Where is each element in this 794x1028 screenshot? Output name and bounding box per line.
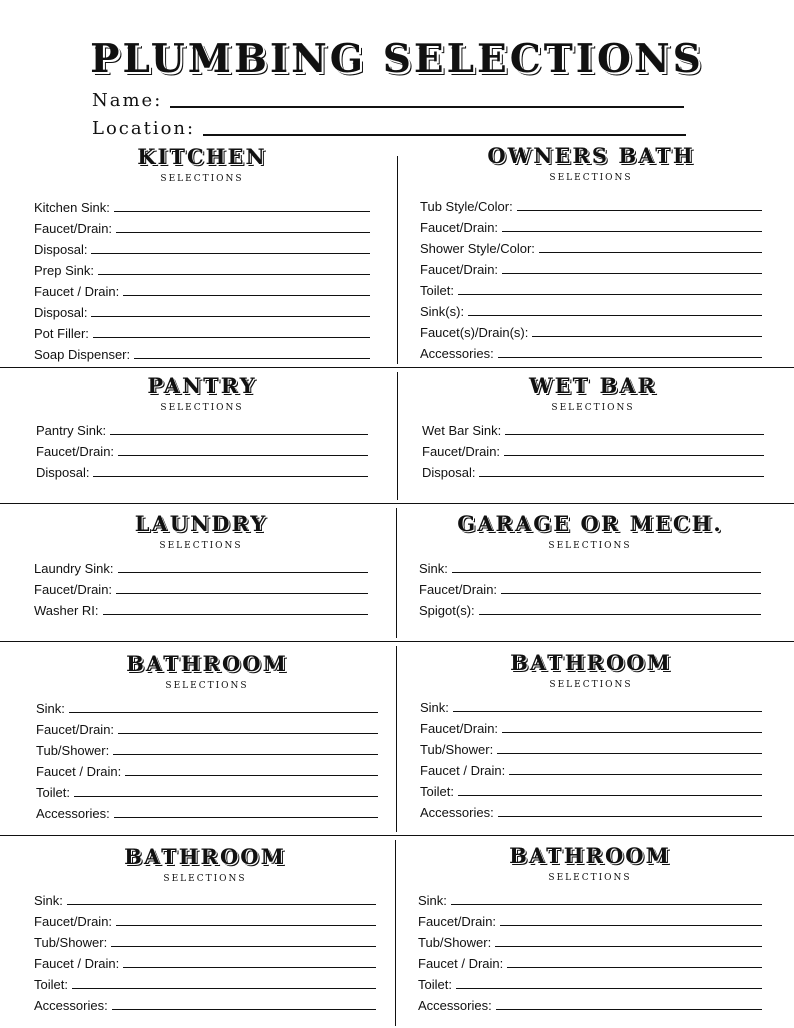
form-field[interactable] <box>420 799 762 820</box>
section-title: LAUNDRY <box>134 511 268 536</box>
field-label: Accessories: <box>420 805 494 820</box>
field-label: Tub/Shower: <box>418 935 492 950</box>
form-field[interactable] <box>420 715 762 736</box>
field-label: Faucet/Drain: <box>420 721 499 736</box>
form-field[interactable] <box>419 597 761 618</box>
field-input-line[interactable] <box>112 1009 376 1010</box>
divider-col-4 <box>396 646 397 832</box>
field-label: Accessories: <box>36 806 110 821</box>
field-label: Faucet/Drain: <box>34 582 113 597</box>
form-field[interactable] <box>34 992 376 1013</box>
section-subtitle: SELECTIONS <box>551 403 635 413</box>
field-input-line[interactable] <box>532 336 762 337</box>
form-field[interactable] <box>418 929 762 950</box>
name-input-line[interactable] <box>170 106 684 108</box>
field-label: Disposal: <box>34 242 88 257</box>
form-field[interactable] <box>36 800 378 821</box>
field-input-line[interactable] <box>479 476 764 477</box>
form-field[interactable] <box>418 950 762 971</box>
location-input-line[interactable] <box>203 134 686 136</box>
section-subtitle: SELECTIONS <box>160 174 244 184</box>
field-input-line[interactable] <box>118 572 369 573</box>
field-input-line[interactable] <box>123 967 376 968</box>
location-label: Location: <box>92 118 196 139</box>
divider-col-1 <box>397 156 398 364</box>
form-field[interactable] <box>418 992 762 1013</box>
field-label: Soap Dispenser: <box>34 347 131 362</box>
divider-col-2 <box>397 372 398 500</box>
field-label: Faucet / Drain: <box>34 284 120 299</box>
form-field[interactable] <box>34 908 376 929</box>
field-label: Faucet/Drain: <box>419 582 498 597</box>
field-list <box>34 887 376 1013</box>
form-field[interactable] <box>418 908 762 929</box>
form-field[interactable] <box>34 278 370 299</box>
field-input-line[interactable] <box>507 967 762 968</box>
field-label: Faucet/Drain: <box>36 722 115 737</box>
field-input-line[interactable] <box>509 774 762 775</box>
field-input-line[interactable] <box>502 732 762 733</box>
form-field[interactable] <box>34 215 370 236</box>
form-field[interactable] <box>420 235 762 256</box>
section-title: BATHROOM <box>509 843 671 868</box>
form-field[interactable] <box>420 214 762 235</box>
field-input-line[interactable] <box>495 946 762 947</box>
location-field[interactable] <box>92 114 686 138</box>
form-field[interactable] <box>36 695 378 716</box>
field-label: Faucet/Drain: <box>36 444 115 459</box>
field-input-line[interactable] <box>134 358 370 359</box>
form-field[interactable] <box>418 971 762 992</box>
field-input-line[interactable] <box>498 816 762 817</box>
field-input-line[interactable] <box>458 795 762 796</box>
form-field[interactable] <box>418 887 762 908</box>
form-field[interactable] <box>420 256 762 277</box>
section-title: BATHROOM <box>510 650 672 675</box>
field-label: Pot Filler: <box>34 326 89 341</box>
field-label: Shower Style/Color: <box>420 241 535 256</box>
form-field[interactable] <box>34 576 368 597</box>
form-field[interactable] <box>420 277 762 298</box>
field-input-line[interactable] <box>456 988 762 989</box>
field-list <box>420 193 762 361</box>
page-title: PLUMBING SELECTIONS <box>90 36 704 82</box>
field-label: Disposal: <box>422 465 476 480</box>
section-subtitle: SELECTIONS <box>549 173 633 183</box>
field-label: Faucet/Drain: <box>420 262 499 277</box>
field-label: Faucet / Drain: <box>34 956 120 971</box>
field-input-line[interactable] <box>98 274 370 275</box>
field-label: Kitchen Sink: <box>34 200 110 215</box>
name-field[interactable] <box>92 86 684 110</box>
form-field[interactable] <box>422 417 764 438</box>
field-label: Faucet / Drain: <box>420 763 506 778</box>
field-input-line[interactable] <box>498 357 762 358</box>
form-field[interactable] <box>420 736 762 757</box>
form-field[interactable] <box>420 694 762 715</box>
field-label: Faucet/Drain: <box>420 220 499 235</box>
field-label: Toilet: <box>34 977 68 992</box>
section-subtitle: SELECTIONS <box>160 403 244 413</box>
form-field[interactable] <box>34 341 370 362</box>
field-input-line[interactable] <box>501 593 761 594</box>
name-label: Name: <box>92 90 163 111</box>
form-field[interactable] <box>420 193 762 214</box>
section-title: GARAGE OR MECH. <box>457 511 723 536</box>
field-label: Toilet: <box>420 784 454 799</box>
field-input-line[interactable] <box>496 1009 762 1010</box>
field-input-line[interactable] <box>125 775 378 776</box>
field-label: Disposal: <box>36 465 90 480</box>
field-input-line[interactable] <box>479 614 761 615</box>
divider-row-4 <box>0 835 794 836</box>
field-input-line[interactable] <box>103 614 368 615</box>
field-input-line[interactable] <box>113 754 378 755</box>
field-label: Faucet/Drain: <box>418 914 497 929</box>
field-label: Tub/Shower: <box>34 935 108 950</box>
field-input-line[interactable] <box>67 904 376 905</box>
field-label: Sink: <box>419 561 448 576</box>
field-label: Accessories: <box>418 998 492 1013</box>
field-input-line[interactable] <box>116 593 368 594</box>
field-label: Pantry Sink: <box>36 423 107 438</box>
form-field[interactable] <box>420 757 762 778</box>
field-input-line[interactable] <box>93 476 368 477</box>
field-label: Faucet / Drain: <box>418 956 504 971</box>
section-title: OWNERS BATH <box>487 143 695 168</box>
field-input-line[interactable] <box>72 988 376 989</box>
section-title: BATHROOM <box>124 844 286 869</box>
form-field[interactable] <box>422 459 764 480</box>
field-input-line[interactable] <box>517 210 762 211</box>
field-input-line[interactable] <box>91 253 370 254</box>
field-input-line[interactable] <box>110 434 368 435</box>
field-list <box>422 417 764 480</box>
section-subtitle: SELECTIONS <box>549 680 633 690</box>
field-label: Sink: <box>418 893 447 908</box>
form-field[interactable] <box>420 298 762 319</box>
field-label: Faucet / Drain: <box>36 764 122 779</box>
form-field[interactable] <box>34 971 376 992</box>
section-title: BATHROOM <box>126 651 288 676</box>
field-list <box>418 887 762 1013</box>
field-label: Tub Style/Color: <box>420 199 513 214</box>
field-list <box>420 694 762 820</box>
form-field[interactable] <box>420 319 762 340</box>
field-label: Spigot(s): <box>419 603 475 618</box>
form-field[interactable] <box>36 758 378 779</box>
divider-row-1 <box>0 367 794 368</box>
field-label: Toilet: <box>418 977 452 992</box>
form-field[interactable] <box>36 779 378 800</box>
form-field[interactable] <box>34 929 376 950</box>
form-field[interactable] <box>34 597 368 618</box>
field-label: Laundry Sink: <box>34 561 114 576</box>
field-label: Disposal: <box>34 305 88 320</box>
form-field[interactable] <box>34 257 370 278</box>
field-input-line[interactable] <box>118 733 378 734</box>
field-input-line[interactable] <box>468 315 762 316</box>
section-title: WET BAR <box>528 373 658 398</box>
field-label: Sink: <box>420 700 449 715</box>
form-field[interactable] <box>34 236 370 257</box>
form-field[interactable] <box>34 194 370 215</box>
field-input-line[interactable] <box>74 796 378 797</box>
field-input-line[interactable] <box>502 231 762 232</box>
form-field[interactable] <box>420 340 762 361</box>
form-field[interactable] <box>36 459 368 480</box>
section-title: KITCHEN <box>137 144 267 169</box>
field-input-line[interactable] <box>118 455 368 456</box>
field-input-line[interactable] <box>458 294 762 295</box>
field-input-line[interactable] <box>114 817 378 818</box>
form-field[interactable] <box>34 299 370 320</box>
field-input-line[interactable] <box>539 252 762 253</box>
field-input-line[interactable] <box>123 295 370 296</box>
field-input-line[interactable] <box>114 211 370 212</box>
section-subtitle: SELECTIONS <box>548 873 632 883</box>
field-list <box>36 417 368 480</box>
field-input-line[interactable] <box>505 434 764 435</box>
field-input-line[interactable] <box>69 712 378 713</box>
field-list <box>34 194 370 362</box>
field-input-line[interactable] <box>500 925 762 926</box>
form-field[interactable] <box>36 417 368 438</box>
field-input-line[interactable] <box>93 337 370 338</box>
form-field[interactable] <box>36 737 378 758</box>
section-subtitle: SELECTIONS <box>548 541 632 551</box>
field-input-line[interactable] <box>502 273 762 274</box>
form-field[interactable] <box>419 576 761 597</box>
field-input-line[interactable] <box>452 572 761 573</box>
field-label: Faucet/Drain: <box>34 914 113 929</box>
field-label: Faucet/Drain: <box>34 221 113 236</box>
form-field[interactable] <box>420 778 762 799</box>
field-label: Wet Bar Sink: <box>422 423 502 438</box>
divider-row-3 <box>0 641 794 642</box>
form-field[interactable] <box>36 438 368 459</box>
field-list <box>36 695 378 821</box>
divider-col-5 <box>395 840 396 1026</box>
form-field[interactable] <box>36 716 378 737</box>
field-input-line[interactable] <box>116 232 370 233</box>
field-input-line[interactable] <box>453 711 762 712</box>
field-label: Sink: <box>36 701 65 716</box>
field-label: Toilet: <box>420 283 454 298</box>
section-subtitle: SELECTIONS <box>159 541 243 551</box>
section-title: PANTRY <box>147 373 257 398</box>
field-input-line[interactable] <box>111 946 376 947</box>
field-input-line[interactable] <box>451 904 762 905</box>
field-label: Tub/Shower: <box>420 742 494 757</box>
form-field[interactable] <box>419 555 761 576</box>
divider-col-3 <box>396 508 397 638</box>
field-label: Tub/Shower: <box>36 743 110 758</box>
form-field[interactable] <box>34 950 376 971</box>
field-input-line[interactable] <box>497 753 762 754</box>
field-list <box>419 555 761 618</box>
field-label: Faucet/Drain: <box>422 444 501 459</box>
field-label: Accessories: <box>420 346 494 361</box>
field-input-line[interactable] <box>116 925 376 926</box>
section-subtitle: SELECTIONS <box>163 874 247 884</box>
form-field[interactable] <box>422 438 764 459</box>
field-label: Prep Sink: <box>34 263 94 278</box>
field-label: Accessories: <box>34 998 108 1013</box>
field-input-line[interactable] <box>91 316 370 317</box>
field-input-line[interactable] <box>504 455 764 456</box>
field-label: Washer RI: <box>34 603 99 618</box>
form-field[interactable] <box>34 320 370 341</box>
field-label: Sink: <box>34 893 63 908</box>
field-label: Sink(s): <box>420 304 465 319</box>
divider-row-2 <box>0 503 794 504</box>
form-field[interactable] <box>34 555 368 576</box>
field-list <box>34 555 368 618</box>
field-label: Faucet(s)/Drain(s): <box>420 325 529 340</box>
field-label: Toilet: <box>36 785 70 800</box>
section-subtitle: SELECTIONS <box>165 681 249 691</box>
form-field[interactable] <box>34 887 376 908</box>
